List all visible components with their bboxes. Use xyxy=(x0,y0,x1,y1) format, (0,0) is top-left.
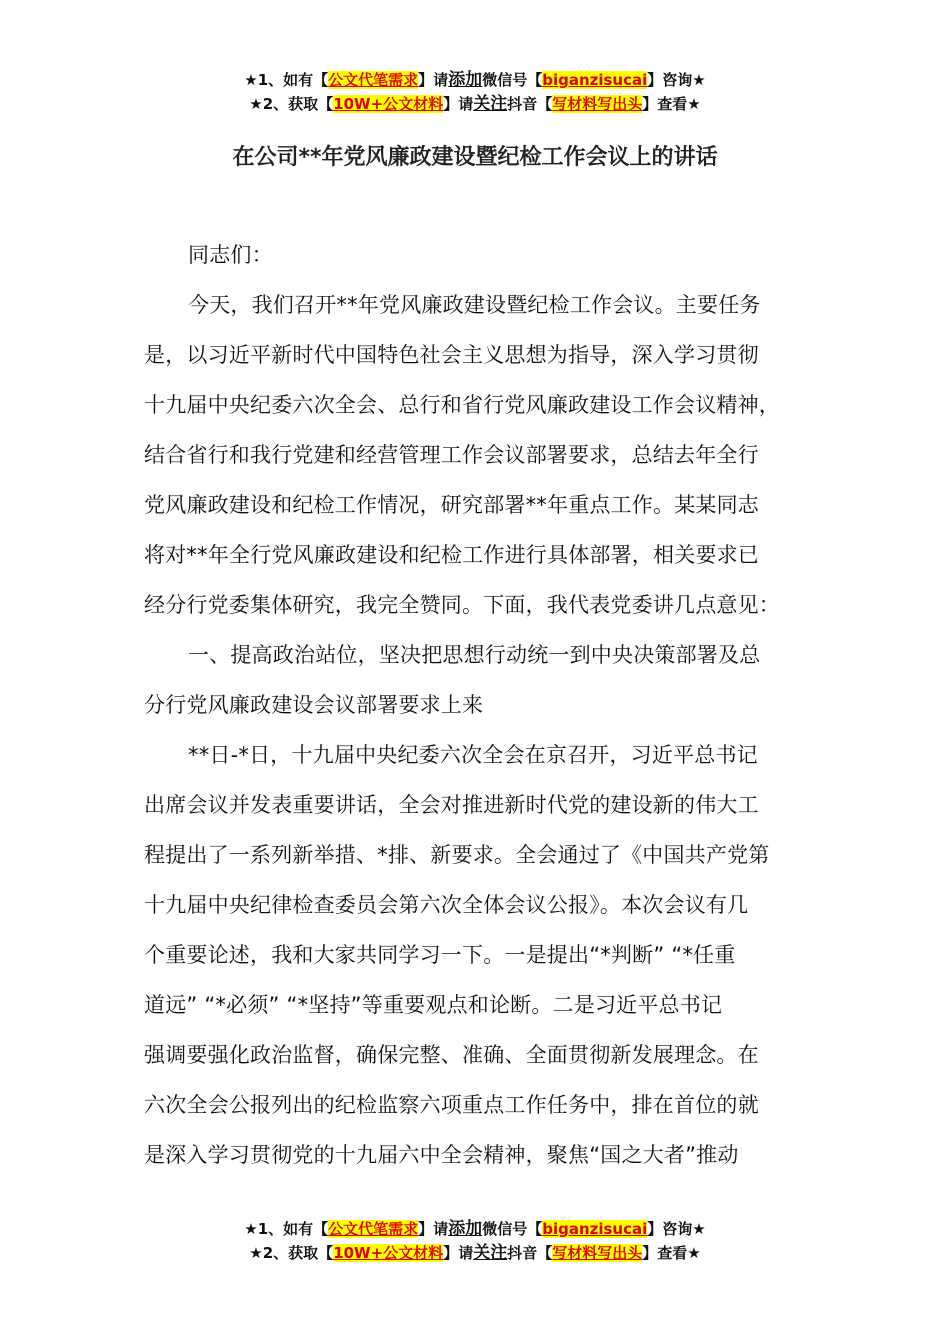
promo-text: 微信号【 xyxy=(482,71,543,89)
promo-emphasis: 添加 xyxy=(448,1219,483,1239)
promo-highlight: 10W+公文材料 xyxy=(333,95,444,113)
promo-emphasis: 关注 xyxy=(473,1243,508,1263)
document-title: 在公司**年党风廉政建设暨纪检工作会议上的讲话 xyxy=(232,145,718,170)
text-line: 六次全会公报列出的纪检监察六项重点工作任务中，排在首位的就 xyxy=(144,1093,759,1117)
text-line: 同志们： xyxy=(188,243,273,267)
promo-highlight: 公文代笔需求 xyxy=(328,71,419,89)
promo-text: 】咨询★ xyxy=(647,71,706,89)
promo-highlight: 10W+公文材料 xyxy=(333,1244,444,1262)
text-line: 道远” “*必须” “*坚持”等重要观点和论断。二是习近平总书记 xyxy=(144,993,723,1017)
text-line: **日-*日，十九届中央纪委六次全会在京召开，习近平总书记 xyxy=(188,743,758,767)
promo-highlight: 写材料写出头 xyxy=(552,1244,643,1262)
text-line: 结合省行和我行党建和经营管理工作会议部署要求，总结去年全行 xyxy=(144,443,759,467)
promo-text: 】咨询★ xyxy=(647,1220,706,1238)
text-line: 分行党风廉政建设会议部署要求上来 xyxy=(144,693,484,717)
promo-text: 】请 xyxy=(418,1220,449,1238)
text-line: 今天，我们召开**年党风廉政建设暨纪检工作会议。主要任务 xyxy=(188,293,761,317)
promo-text: 抖音【 xyxy=(507,1244,553,1262)
text-line: 程提出了一系列新举措、*排、新要求。全会通过了《中国共产党第 xyxy=(144,843,770,867)
document-body xyxy=(144,230,809,1180)
text-line: 是深入学习贯彻党的十九届六中全会精神，聚焦“国之大者”推动 xyxy=(144,1143,739,1167)
text-line: 十九届中央纪委六次全会、总行和省行党风廉政建设工作会议精神， xyxy=(144,393,780,417)
promo-text: ★1、如有【 xyxy=(244,71,329,89)
promo-highlight: biganzisucai xyxy=(542,71,648,89)
promo-emphasis: 添加 xyxy=(448,70,483,90)
text-line: 个重要论述，我和大家共同学习一下。一是提出“*判断” “*任重 xyxy=(144,943,736,967)
promo-text: ★2、获取【 xyxy=(249,1244,334,1262)
text-line: 十九届中央纪律检查委员会第六次全体会议公报》。本次会议有几 xyxy=(144,893,749,917)
promo-text: 】查看★ xyxy=(642,1244,701,1262)
text-line: 是，以习近平新时代中国特色社会主义思想为指导，深入学习贯彻 xyxy=(144,343,759,367)
promo-line-1 xyxy=(0,68,950,92)
promo-line-1 xyxy=(0,1217,950,1241)
promo-line-2 xyxy=(0,92,950,116)
promo-text: 】查看★ xyxy=(642,95,701,113)
promo-line-2 xyxy=(0,1241,950,1265)
text-line: 党风廉政建设和纪检工作情况，研究部署**年重点工作。某某同志 xyxy=(144,493,759,517)
promo-text: 微信号【 xyxy=(482,1220,543,1238)
promo-highlight: 写材料写出头 xyxy=(552,95,643,113)
promo-text: 】请 xyxy=(443,1244,474,1262)
promo-text: 抖音【 xyxy=(507,95,553,113)
text-line: 将对**年全行党风廉政建设和纪检工作进行具体部署，相关要求已 xyxy=(144,543,759,567)
text-line: 强调要强化政治监督，确保完整、准确、全面贯彻新发展理念。在 xyxy=(144,1043,759,1067)
text-line: 一、提高政治站位，坚决把思想行动统一到中央决策部署及总 xyxy=(188,643,761,667)
promo-text: 】请 xyxy=(418,71,449,89)
promo-text: 】请 xyxy=(443,95,474,113)
promo-banner-bottom xyxy=(0,1217,950,1265)
text-line: 经分行党委集体研究，我完全赞同。下面，我代表党委讲几点意见： xyxy=(144,593,780,617)
promo-banner-top xyxy=(0,68,950,116)
promo-text: ★2、获取【 xyxy=(249,95,334,113)
text-line: 出席会议并发表重要讲话，全会对推进新时代党的建设新的伟大工 xyxy=(144,793,759,817)
promo-highlight: 公文代笔需求 xyxy=(328,1220,419,1238)
promo-highlight: biganzisucai xyxy=(542,1220,648,1238)
promo-text: ★1、如有【 xyxy=(244,1220,329,1238)
promo-emphasis: 关注 xyxy=(473,94,508,114)
